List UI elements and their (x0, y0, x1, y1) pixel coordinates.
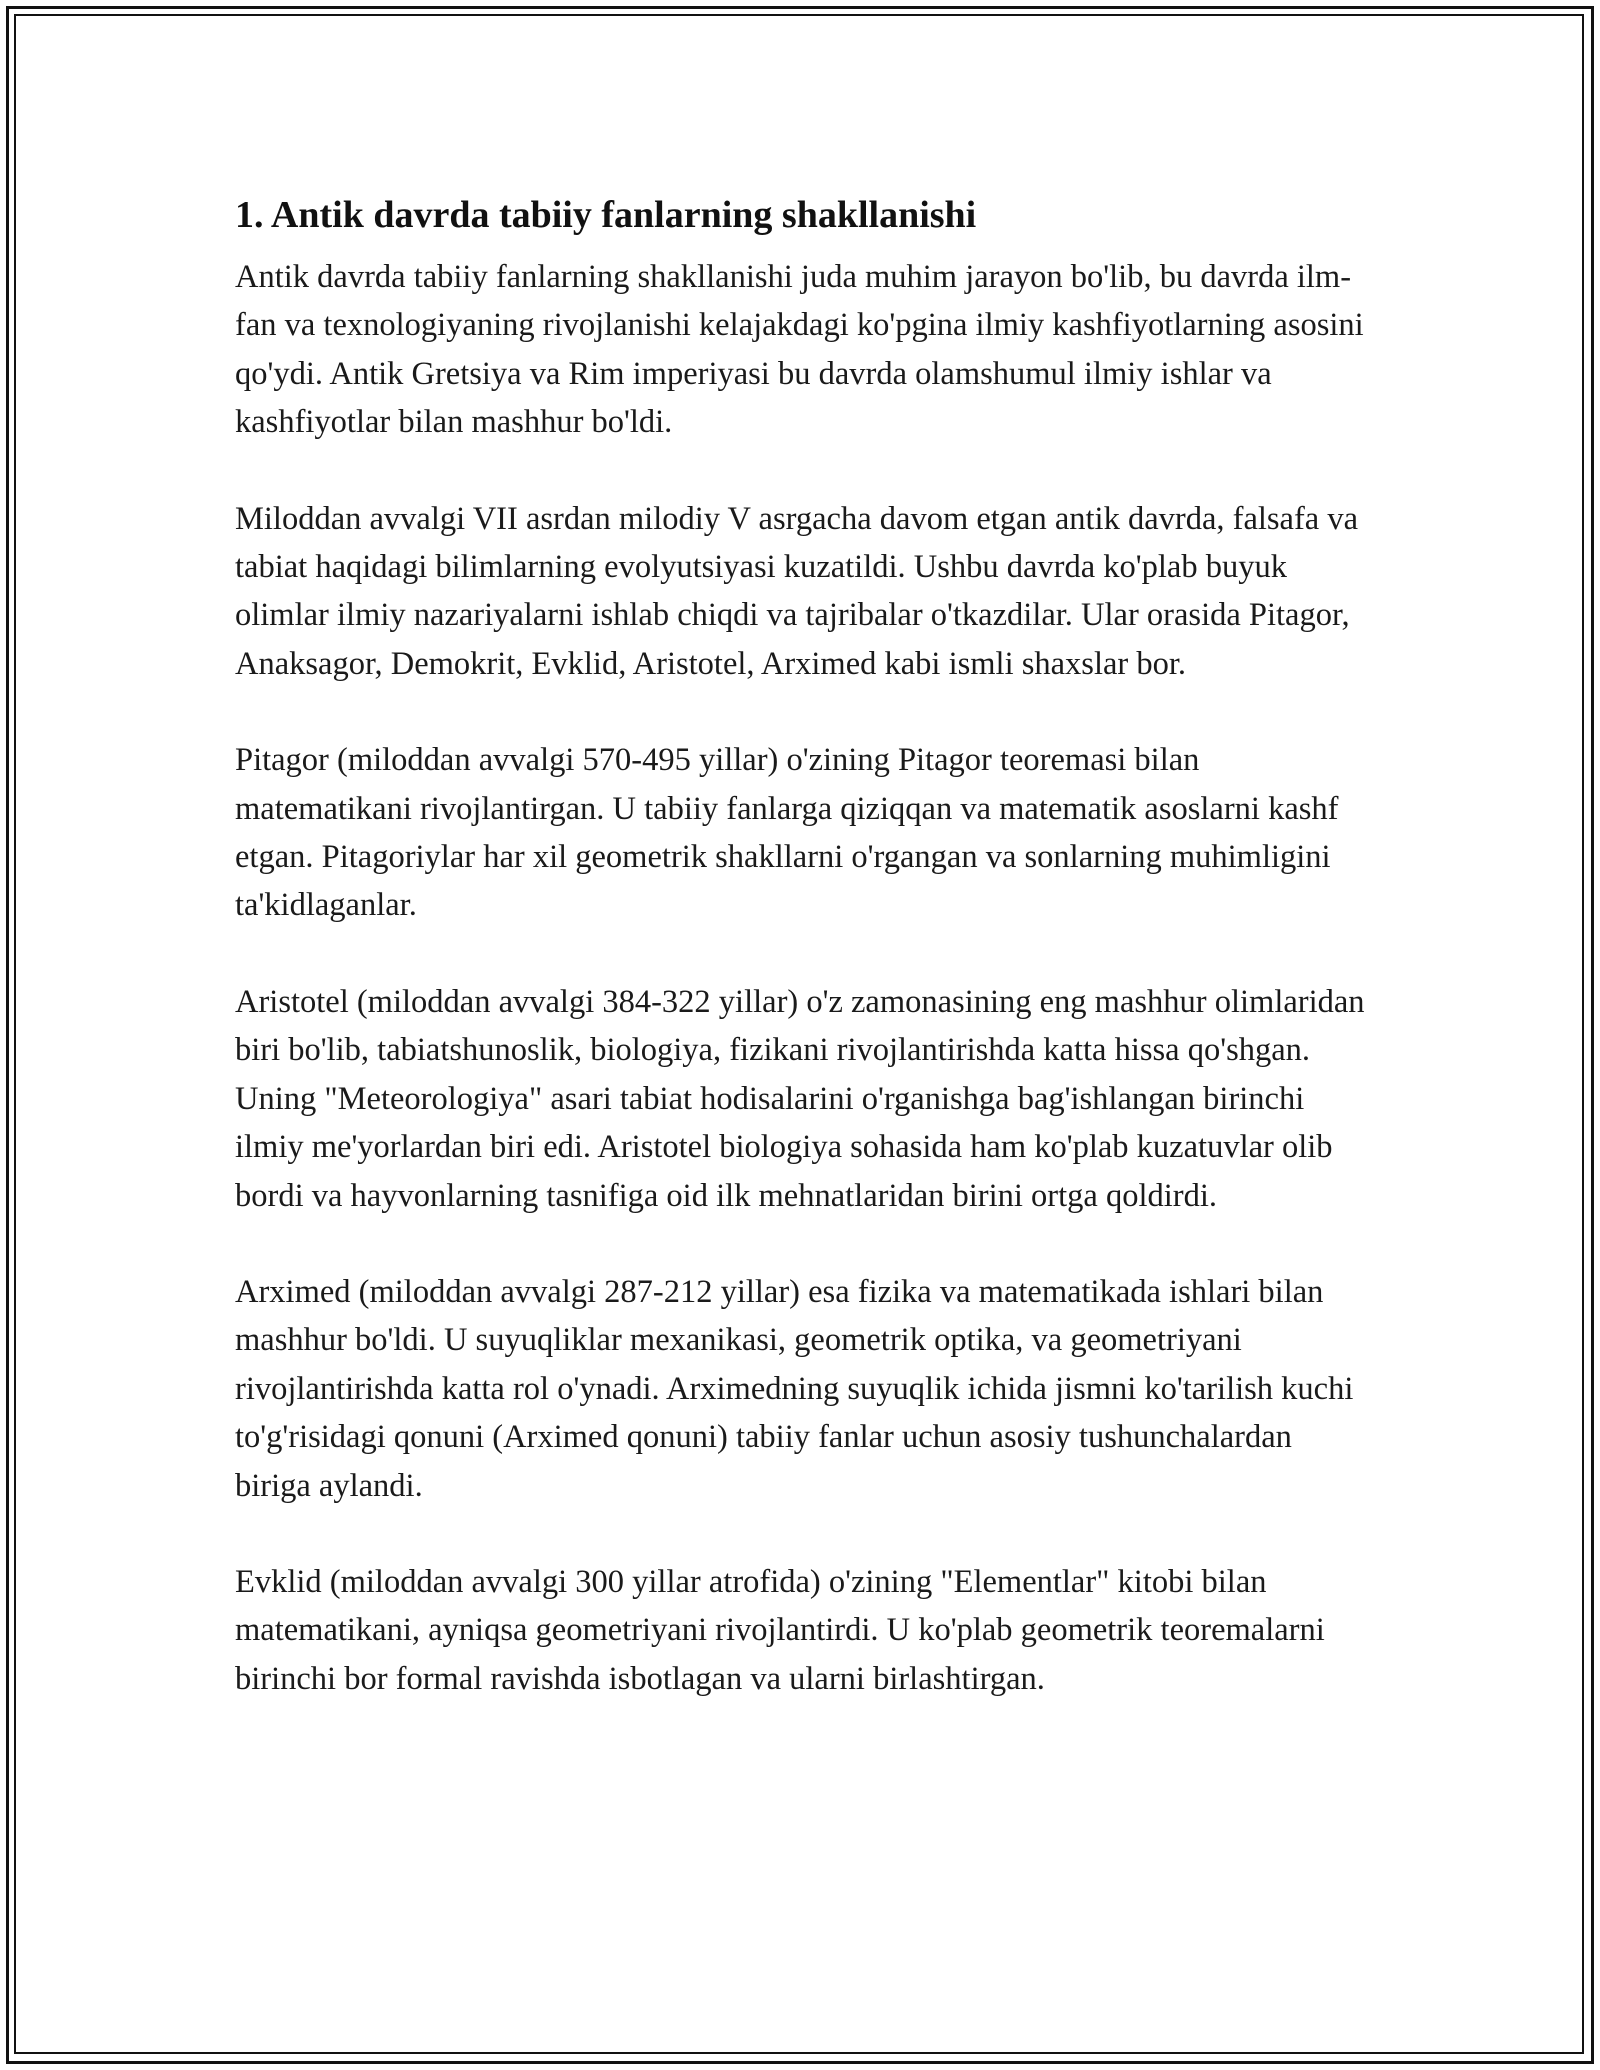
paragraph-intro: Antik davrda tabiiy fanlarning shakllanishi juda muhim jarayon bo'lib, bu davrda ilm-fan va texnologiyaning rivojlanishi kelajakdagi ko'pgina ilmiy kashfiyotlarning asosini qo'ydi. Antik Gretsiya va Rim imperiyasi bu davrda olamshumul ilmiy ishlar va kashfiyotlar bilan mashhur bo'ldi. (235, 259, 1364, 441)
paragraph-evklid: Evklid (miloddan avvalgi 300 yillar atrofida) o'zining "Elementlar" kitobi bilan matematikani, ayniqsa geometriyani rivojlantirdi. U ko'plab geometrik teoremalarni birinchi bor formal ravishda isbotlagan va ularni birlashtirgan. (235, 1563, 1325, 1697)
document-body (235, 185, 1365, 1751)
paragraph-arximed: Arximed (miloddan avvalgi 287-212 yillar) esa fizika va matematikada ishlari bilan mashhur bo'ldi. U suyuqliklar mexanikasi, geometrik optika, va geometriyani rivojlantirishda katta rol o'ynadi. Arximedning suyuqlik ichida jismni ko'tarilish kuchi to'g'risidagi qonuni (Arximed qonuni) tabiiy fanlar uchun asosiy tushunchalardan biriga aylandi. (235, 1273, 1354, 1504)
section-title: 1. Antik davrda tabiiy fanlarning shakllanishi (235, 194, 977, 236)
paragraph-antiquity-period: Miloddan avvalgi VII asrdan milodiy V asrgacha davom etgan antik davrda, falsafa va tabiat haqidagi bilimlarning evolyutsiyasi kuzatildi. Ushbu davrda ko'plab buyuk olimlar ilmiy nazariyalarni ishlab chiqdi va tajribalar o'tkazdilar. Ular orasida Pitagor, Anaksagor, Demokrit, Evklid, Aristotel, Arximed kabi ismli shaxslar bor. (235, 500, 1359, 682)
paragraph-pitagor: Pitagor (miloddan avvalgi 570-495 yillar) o'zining Pitagor teoremasi bilan matematikani rivojlantirgan. U tabiiy fanlarga qiziqqan va matematik asoslarni kashf etgan. Pitagoriylar har xil geometrik shakllarni o'rgangan va sonlarning muhimligini ta'kidlaganlar. (235, 742, 1339, 924)
paragraph-aristotel: Aristotel (miloddan avvalgi 384-322 yillar) o'z zamonasining eng mashhur olimlaridan biri bo'lib, tabiatshunoslik, biologiya, fizikani rivojlantirishda katta hissa qo'shgan. Uning "Meteorologiya" asari tabiat hodisalarini o'rganishga bag'ishlangan birinchi ilmiy me'yorlardan biri edi. Aristotel biologiya sohasida ham ko'plab kuzatuvlar olib bordi va hayvonlarning tasnifiga oid ilk mehnatlaridan birini ortga qoldirdi. (235, 983, 1365, 1214)
